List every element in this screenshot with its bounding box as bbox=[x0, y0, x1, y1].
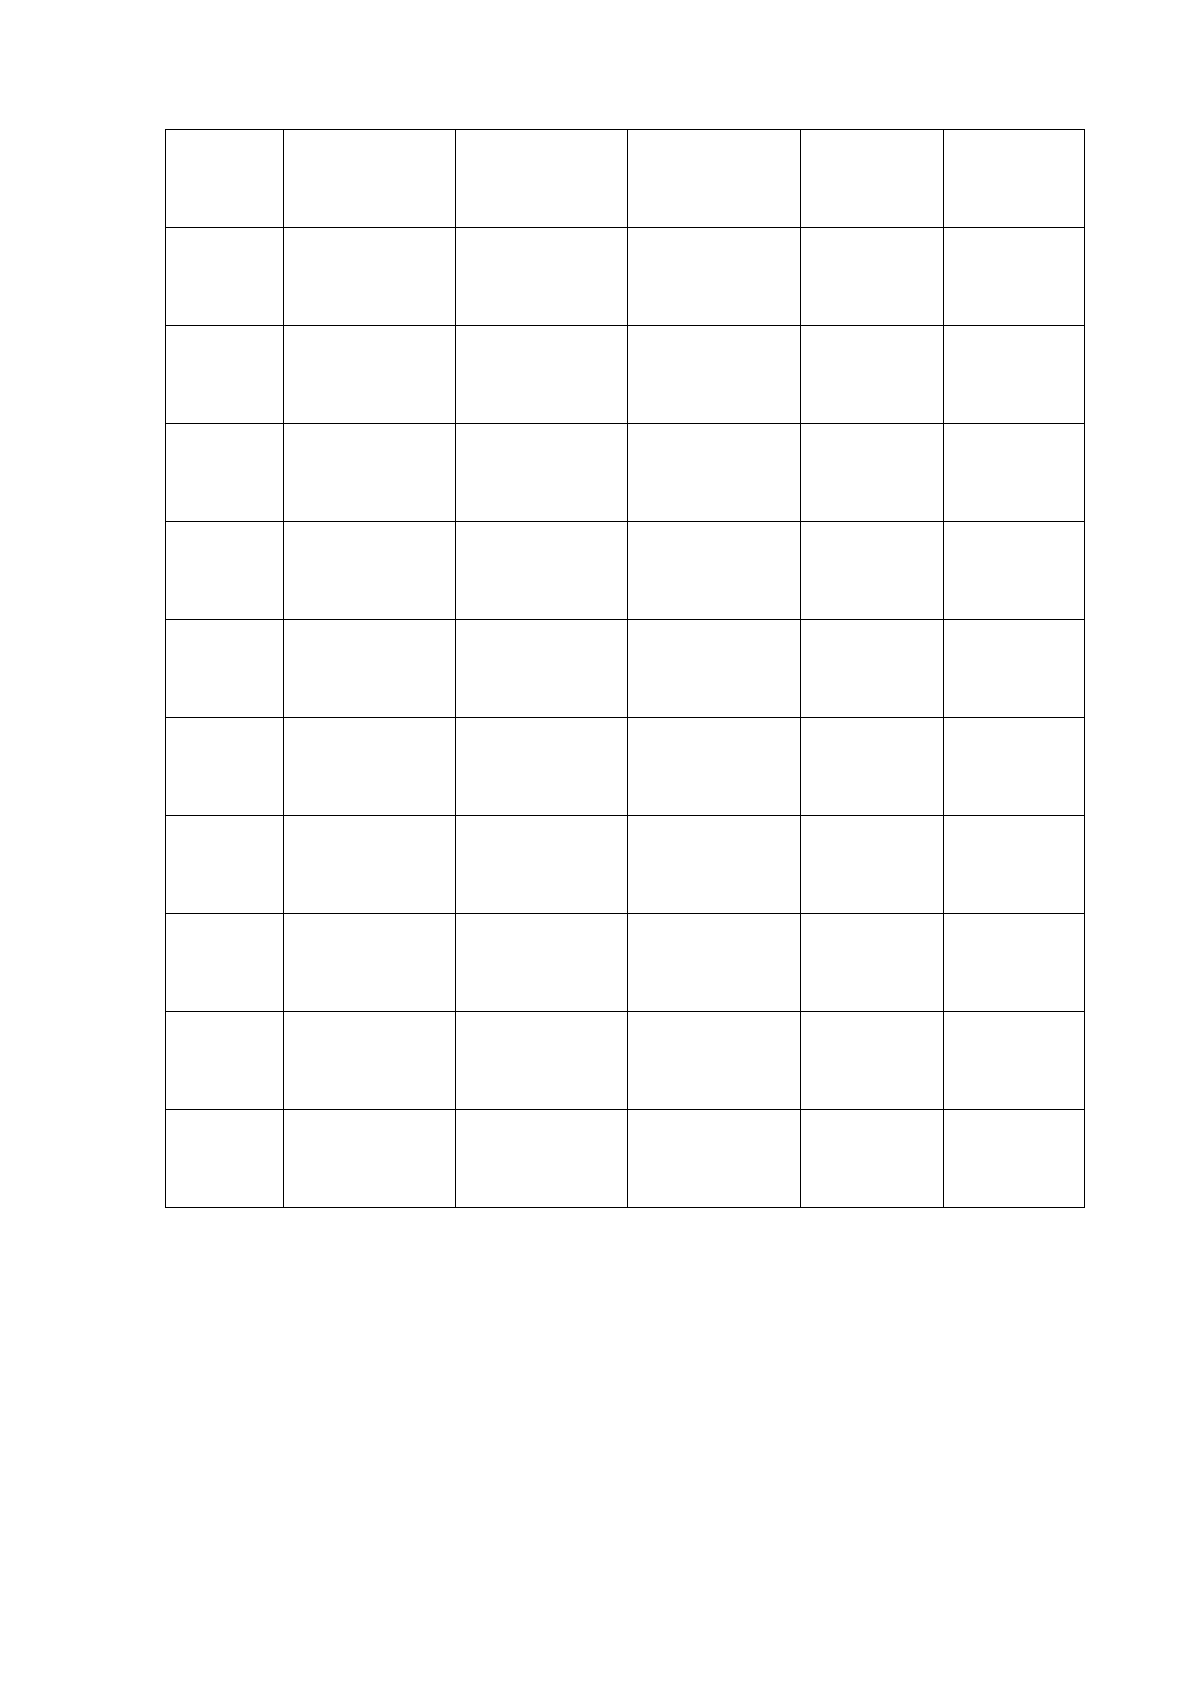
coordinates-table-body bbox=[166, 130, 1085, 1208]
y-coordinate-cell bbox=[456, 326, 628, 424]
y-coordinate-cell bbox=[456, 424, 628, 522]
coordinates-table bbox=[165, 129, 1085, 1208]
table-row bbox=[166, 1110, 1085, 1208]
point-number-cell bbox=[166, 718, 284, 816]
method-cell bbox=[628, 620, 801, 718]
y-coordinate-cell bbox=[456, 1012, 628, 1110]
y-coordinate-cell bbox=[456, 1110, 628, 1208]
table-row bbox=[166, 718, 1085, 816]
x-coordinate-cell bbox=[284, 228, 456, 326]
note-cell bbox=[944, 130, 1085, 228]
table-row bbox=[166, 522, 1085, 620]
note-cell bbox=[944, 424, 1085, 522]
method-cell bbox=[628, 1110, 801, 1208]
table-row bbox=[166, 914, 1085, 1012]
x-coordinate-cell bbox=[284, 620, 456, 718]
note-cell bbox=[944, 816, 1085, 914]
point-number-cell bbox=[166, 1110, 284, 1208]
x-coordinate-cell bbox=[284, 130, 456, 228]
table-row bbox=[166, 620, 1085, 718]
note-cell bbox=[944, 620, 1085, 718]
method-cell bbox=[628, 816, 801, 914]
method-cell bbox=[628, 1012, 801, 1110]
note-cell bbox=[944, 718, 1085, 816]
method-cell bbox=[628, 424, 801, 522]
x-coordinate-cell bbox=[284, 326, 456, 424]
accuracy-cell bbox=[801, 718, 944, 816]
method-cell bbox=[628, 718, 801, 816]
table-row bbox=[166, 816, 1085, 914]
method-cell bbox=[628, 228, 801, 326]
note-cell bbox=[944, 1012, 1085, 1110]
note-cell bbox=[944, 228, 1085, 326]
note-cell bbox=[944, 522, 1085, 620]
accuracy-cell bbox=[801, 130, 944, 228]
y-coordinate-cell bbox=[456, 718, 628, 816]
point-number-cell bbox=[166, 424, 284, 522]
point-number-cell bbox=[166, 816, 284, 914]
x-coordinate-cell bbox=[284, 522, 456, 620]
table-row bbox=[166, 130, 1085, 228]
note-cell bbox=[944, 1110, 1085, 1208]
accuracy-cell bbox=[801, 424, 944, 522]
accuracy-cell bbox=[801, 522, 944, 620]
accuracy-cell bbox=[801, 1012, 944, 1110]
method-cell bbox=[628, 130, 801, 228]
x-coordinate-cell bbox=[284, 1012, 456, 1110]
x-coordinate-cell bbox=[284, 816, 456, 914]
y-coordinate-cell bbox=[456, 228, 628, 326]
accuracy-cell bbox=[801, 914, 944, 1012]
point-number-cell bbox=[166, 326, 284, 424]
y-coordinate-cell bbox=[456, 620, 628, 718]
y-coordinate-cell bbox=[456, 816, 628, 914]
y-coordinate-cell bbox=[456, 130, 628, 228]
method-cell bbox=[628, 914, 801, 1012]
note-cell bbox=[944, 326, 1085, 424]
table-row bbox=[166, 326, 1085, 424]
accuracy-cell bbox=[801, 816, 944, 914]
y-coordinate-cell bbox=[456, 522, 628, 620]
x-coordinate-cell bbox=[284, 718, 456, 816]
point-number-cell bbox=[166, 1012, 284, 1110]
method-cell bbox=[628, 326, 801, 424]
table-row bbox=[166, 1012, 1085, 1110]
accuracy-cell bbox=[801, 620, 944, 718]
y-coordinate-cell bbox=[456, 914, 628, 1012]
x-coordinate-cell bbox=[284, 914, 456, 1012]
table-row bbox=[166, 424, 1085, 522]
point-number-cell bbox=[166, 130, 284, 228]
x-coordinate-cell bbox=[284, 1110, 456, 1208]
table-row bbox=[166, 228, 1085, 326]
accuracy-cell bbox=[801, 1110, 944, 1208]
point-number-cell bbox=[166, 914, 284, 1012]
accuracy-cell bbox=[801, 326, 944, 424]
method-cell bbox=[628, 522, 801, 620]
point-number-cell bbox=[166, 228, 284, 326]
point-number-cell bbox=[166, 522, 284, 620]
accuracy-cell bbox=[801, 228, 944, 326]
note-cell bbox=[944, 914, 1085, 1012]
point-number-cell bbox=[166, 620, 284, 718]
x-coordinate-cell bbox=[284, 424, 456, 522]
